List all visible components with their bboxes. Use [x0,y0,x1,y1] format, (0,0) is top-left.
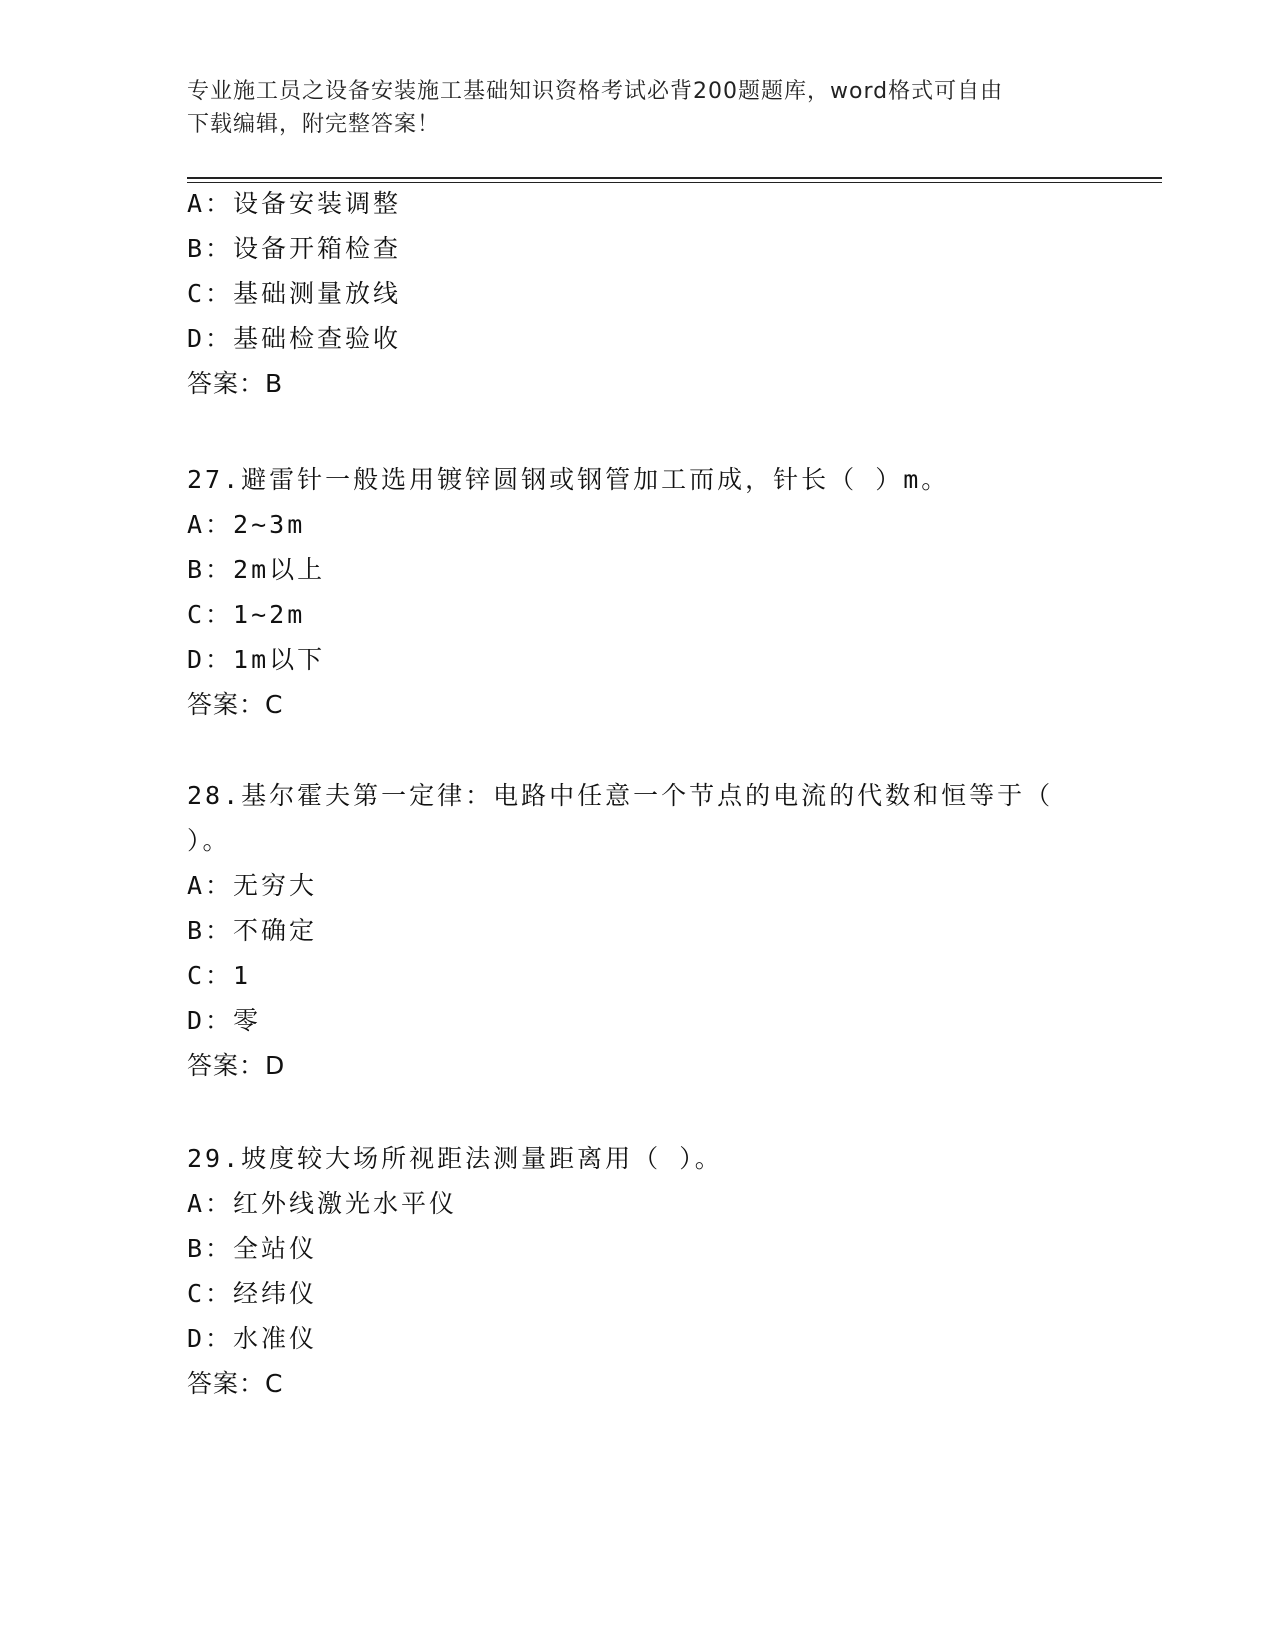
q29-answer: 答案：C [187,1369,284,1398]
q28-option-c: C：1 [187,961,252,990]
q28-stem-line1: 28.基尔霍夫第一定律：电路中任意一个节点的电流的代数和恒等于（ [187,781,1054,810]
q27-stem: 27.避雷针一般选用镀锌圆钢或钢管加工而成，针长（ ）m。 [187,465,950,494]
prev-option-a: A：设备安装调整 [187,189,402,218]
prev-answer: 答案：B [187,369,284,398]
q29-option-a: A：红外线激光水平仪 [187,1189,458,1218]
q28-option-d: D：零 [187,1006,262,1035]
q27-answer: 答案：C [187,690,284,719]
q27-option-b: B：2m以上 [187,555,326,584]
q29-option-b: B：全站仪 [187,1234,318,1263]
q28-option-b: B：不确定 [187,916,318,945]
header-line-2: 下载编辑，附完整答案！ [187,112,441,137]
q28-option-a: A：无穷大 [187,871,318,900]
document-header [187,75,1077,141]
q28-answer: 答案：D [187,1051,286,1080]
q29-option-c: C：经纬仪 [187,1279,318,1308]
q27-option-a: A：2~3m [187,510,306,539]
prev-option-b: B：设备开箱检查 [187,234,402,263]
prev-option-d: D：基础检查验收 [187,324,402,353]
q29-stem: 29.坡度较大场所视距法测量距离用（ ）。 [187,1144,723,1173]
header-divider [187,177,1162,179]
prev-option-c: C：基础测量放线 [187,279,402,308]
q28-stem-line2: ）。 [187,826,231,855]
q27-option-c: C：1~2m [187,600,306,629]
q27-option-d: D：1m以下 [187,645,326,674]
header-divider-thin [187,182,1162,183]
header-line-1: 专业施工员之设备安装施工基础知识资格考试必背200题题库，word格式可自由 [187,79,1004,104]
q29-option-d: D：水准仪 [187,1324,318,1353]
